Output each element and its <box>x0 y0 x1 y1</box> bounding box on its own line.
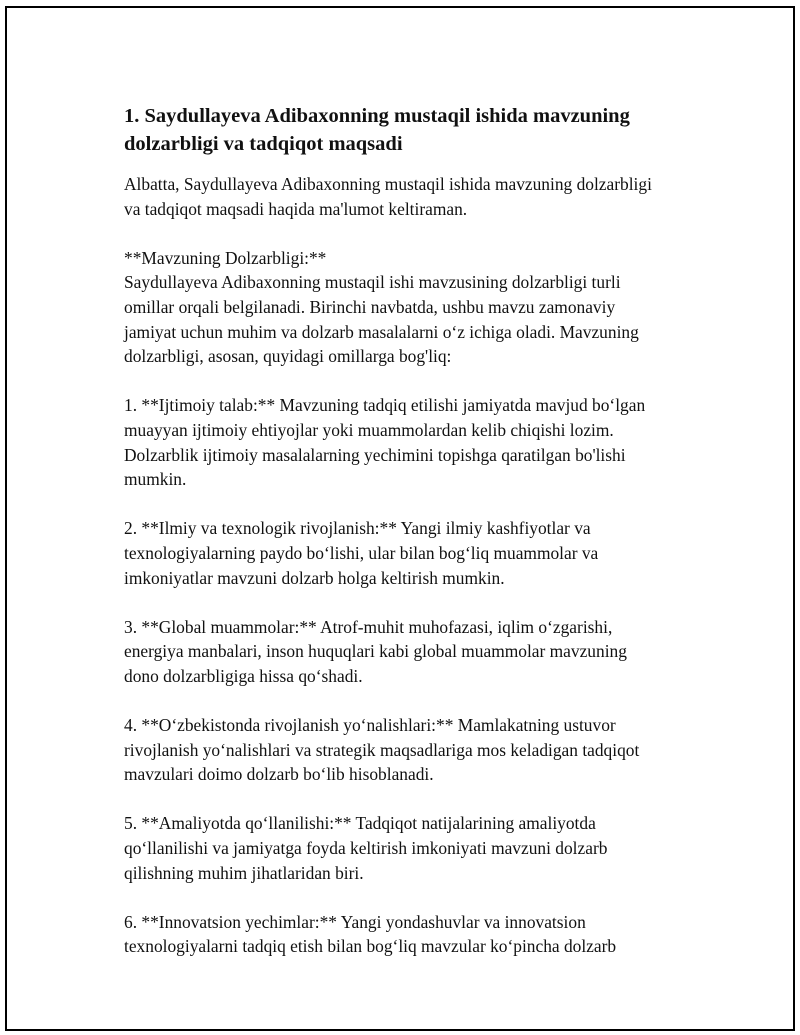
list-item: 3. **Global muammolar:** Atrof-muhit muhofazasi, iqlim o‘zgarishi, energiya manbalari, inson huquqlari kabi global muammolar mavzuning dono dolzarbligiga hissa qo‘shadi. <box>124 616 627 686</box>
list-item: 2. **Ilmiy va texnologik rivojlanish:** Yangi ilmiy kashfiyotlar va texnologiyalarning paydo bo‘lishi, ular bilan bog‘liq muammolar va imkoniyatlar mavzuni dolzarb holga keltirish mumkin. <box>124 518 599 588</box>
document-title: 1. Saydullayeva Adibaxonning mustaqil ishida mavzuning dolzarbligi va tadqiqot maqsadi <box>124 105 630 155</box>
document-body <box>124 102 704 959</box>
list-item: 4. **O‘zbekistonda rivojlanish yo‘nalishlari:** Mamlakatning ustuvor rivojlanish yo‘nalishlari va strategik maqsadlariga mos keladigan tadqiqot mavzulari doimo dolzarb bo‘lib hisoblanadi. <box>124 715 640 785</box>
section-intro-paragraph: Saydullayeva Adibaxonning mustaqil ishi mavzusining dolzarbligi turli omillar orqali belgilanadi. Birinchi navbatda, ushbu mavzu zamonaviy jamiyat uchun muhim va dolzarb masalalarni o‘z ichiga oladi. Mavzuning dolzarbligi, asosan, quyidagi omillarga bog'liq: <box>124 272 639 367</box>
list-item: 1. **Ijtimoiy talab:** Mavzuning tadqiq etilishi jamiyatda mavjud bo‘lgan muayyan ijtimoiy ehtiyojlar yoki muammolardan kelib chiqishi lozim. Dolzarblik ijtimoiy masalalarning yechimini topishga qaratilgan bo'lishi mumkin. <box>124 395 646 490</box>
intro-paragraph: Albatta, Saydullayeva Adibaxonning mustaqil ishida mavzuning dolzarbligi va tadqiqot maqsadi haqida ma'lumot keltiraman. <box>124 174 652 219</box>
list-item: 5. **Amaliyotda qo‘llanilishi:** Tadqiqot natijalarining amaliyotda qo‘llanilishi va jamiyatga foyda keltirish imkoniyati mavzuni dolzarb qilishning muhim jihatlaridan biri. <box>124 813 608 883</box>
section-heading: **Mavzuning Dolzarbligi:** <box>124 247 327 268</box>
list-item: 6. **Innovatsion yechimlar:** Yangi yondashuvlar va innovatsion texnologiyalarni tadqiq etish bilan bog‘liq mavzular ko‘pincha dolzarb <box>124 911 617 957</box>
page-border <box>5 6 795 1031</box>
